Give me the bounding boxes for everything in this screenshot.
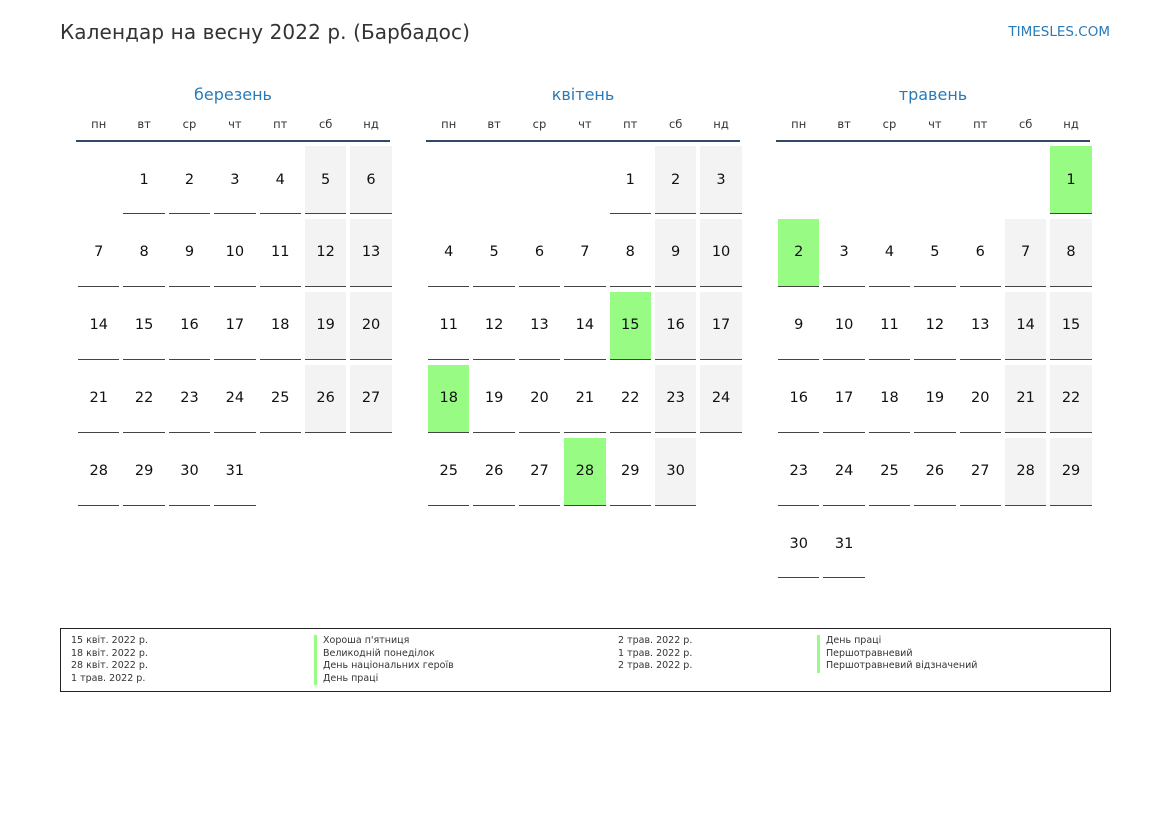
day-cell[interactable]: 16 [655,292,696,360]
day-cell[interactable]: 17 [214,292,255,360]
page-title: Календар на весну 2022 р. (Барбадос) [60,20,470,44]
day-cell[interactable]: 1 [610,146,651,214]
day-cell[interactable]: 29 [123,438,164,506]
holiday-day-cell[interactable]: 2 [778,219,819,287]
holiday-day-cell[interactable]: 28 [564,438,605,506]
day-cell[interactable]: 21 [564,365,605,433]
day-cell[interactable]: 17 [823,365,864,433]
weekday-label: нд [713,117,729,131]
day-cell[interactable]: 20 [960,365,1001,433]
weekday-header [426,116,740,142]
day-cell[interactable]: 20 [519,365,560,433]
day-cell[interactable]: 10 [700,219,741,287]
day-cell[interactable]: 29 [1050,438,1091,506]
day-cell[interactable]: 2 [655,146,696,214]
weekday-label: чт [228,117,242,131]
weekday-label: пт [273,117,288,131]
empty-cell [823,146,864,214]
day-cell[interactable]: 27 [519,438,560,506]
day-cell[interactable]: 24 [214,365,255,433]
day-cell[interactable]: 4 [428,219,469,287]
day-cell[interactable]: 15 [1050,292,1091,360]
day-cell[interactable]: 3 [700,146,741,214]
day-cell[interactable]: 13 [350,219,391,287]
weekday-label: ср [182,117,197,131]
empty-cell [1005,146,1046,214]
legend-date: 1 трав. 2022 р. [618,647,693,659]
empty-cell [78,146,119,214]
day-cell[interactable]: 2 [169,146,210,214]
day-cell[interactable]: 14 [1005,292,1046,360]
day-cell[interactable]: 27 [960,438,1001,506]
day-cell[interactable]: 27 [350,365,391,433]
day-cell[interactable]: 11 [260,219,301,287]
legend-names-right [817,635,977,673]
empty-cell [778,146,819,214]
day-cell[interactable]: 23 [169,365,210,433]
site-link[interactable]: TIMESLES.COM [1008,24,1110,40]
days-grid [76,142,390,510]
day-cell[interactable]: 14 [78,292,119,360]
weekday-label: чт [928,117,942,131]
day-cell[interactable]: 5 [305,146,346,214]
day-cell[interactable]: 7 [78,219,119,287]
weekday-label: пн [791,117,807,131]
month-may [776,84,1090,583]
legend-holiday-name: День праці [817,635,977,648]
weekday-label: пт [623,117,638,131]
day-cell[interactable]: 18 [869,365,910,433]
day-cell[interactable]: 11 [428,292,469,360]
legend-date: 15 квіт. 2022 р. [71,635,148,646]
day-cell[interactable]: 5 [473,219,514,287]
day-cell[interactable]: 6 [519,219,560,287]
legend-names-left [314,635,454,685]
weekday-header [76,116,390,142]
day-cell[interactable]: 21 [1005,365,1046,433]
day-cell[interactable]: 12 [914,292,955,360]
empty-cell [428,146,469,214]
weekday-label: пт [973,117,988,131]
legend-date: 2 трав. 2022 р. [618,635,693,646]
day-cell[interactable]: 5 [914,219,955,287]
month-name: квітень [551,85,615,104]
month-april [426,84,740,510]
weekday-label: сб [1018,117,1033,131]
weekday-label: ср [882,117,897,131]
legend-date: 28 квіт. 2022 р. [71,660,148,671]
day-cell[interactable]: 9 [169,219,210,287]
weekday-label: сб [668,117,683,131]
day-cell[interactable]: 6 [960,219,1001,287]
day-cell[interactable]: 26 [914,438,955,506]
day-cell[interactable]: 19 [914,365,955,433]
days-grid [776,142,1090,583]
day-cell[interactable]: 31 [214,438,255,506]
day-cell[interactable]: 31 [823,510,864,578]
day-cell[interactable]: 23 [778,438,819,506]
day-cell[interactable]: 15 [123,292,164,360]
empty-cell [564,146,605,214]
day-cell[interactable]: 13 [960,292,1001,360]
day-cell[interactable]: 10 [823,292,864,360]
weekday-label: вт [137,117,151,131]
weekday-label: вт [837,117,851,131]
day-cell[interactable]: 22 [610,365,651,433]
day-cell[interactable]: 6 [350,146,391,214]
empty-cell [473,146,514,214]
weekday-label: ср [532,117,547,131]
holiday-day-cell[interactable]: 1 [1050,146,1091,214]
day-cell[interactable]: 22 [1050,365,1091,433]
day-cell[interactable]: 28 [1005,438,1046,506]
day-cell[interactable]: 18 [260,292,301,360]
day-cell[interactable]: 16 [778,365,819,433]
day-cell[interactable]: 4 [869,219,910,287]
weekday-label: пн [441,117,457,131]
day-cell[interactable]: 19 [473,365,514,433]
weekday-header [776,116,1090,142]
weekday-label: чт [578,117,592,131]
day-cell[interactable]: 11 [869,292,910,360]
day-cell[interactable]: 29 [610,438,651,506]
weekday-label: нд [363,117,379,131]
day-cell[interactable]: 24 [823,438,864,506]
day-cell[interactable]: 12 [473,292,514,360]
day-cell[interactable]: 1 [123,146,164,214]
legend-holiday-name: Першотравневий відзначений [817,660,977,673]
days-grid [426,142,740,510]
month-march [76,84,390,510]
day-cell[interactable]: 7 [1005,219,1046,287]
day-cell[interactable]: 26 [473,438,514,506]
legend-holiday-name: Хороша п'ятниця [314,635,454,648]
day-cell[interactable]: 21 [78,365,119,433]
month-name: березень [194,85,272,104]
day-cell[interactable]: 3 [823,219,864,287]
legend-holiday-name: День національних героїв [314,660,454,673]
day-cell[interactable]: 28 [78,438,119,506]
day-cell[interactable]: 9 [655,219,696,287]
day-cell[interactable]: 25 [428,438,469,506]
day-cell[interactable]: 7 [564,219,605,287]
legend-holiday-name: День праці [314,673,454,686]
day-cell[interactable]: 19 [305,292,346,360]
month-name: травень [898,85,968,104]
day-cell[interactable]: 20 [350,292,391,360]
legend-dates-right [618,635,692,673]
day-cell[interactable]: 8 [123,219,164,287]
day-cell[interactable]: 30 [778,510,819,578]
day-cell[interactable]: 22 [123,365,164,433]
day-cell[interactable]: 12 [305,219,346,287]
legend-holiday-name: Першотравневий [817,648,977,661]
holiday-day-cell[interactable]: 18 [428,365,469,433]
day-cell[interactable]: 30 [655,438,696,506]
day-cell[interactable]: 17 [700,292,741,360]
day-cell[interactable]: 25 [869,438,910,506]
legend-dates-left [71,635,148,685]
day-cell[interactable]: 8 [610,219,651,287]
holiday-legend [60,628,1111,692]
holiday-day-cell[interactable]: 15 [610,292,651,360]
empty-cell [914,146,955,214]
day-cell[interactable]: 25 [260,365,301,433]
legend-date: 1 трав. 2022 р. [71,672,146,684]
legend-date: 18 квіт. 2022 р. [71,647,148,659]
weekday-label: вт [487,117,501,131]
day-cell[interactable]: 14 [564,292,605,360]
day-cell[interactable]: 10 [214,219,255,287]
day-cell[interactable]: 23 [655,365,696,433]
day-cell[interactable]: 8 [1050,219,1091,287]
empty-cell [519,146,560,214]
weekday-label: сб [318,117,333,131]
day-cell[interactable]: 4 [260,146,301,214]
weekday-label: пн [91,117,107,131]
empty-cell [869,146,910,214]
day-cell[interactable]: 30 [169,438,210,506]
day-cell[interactable]: 13 [519,292,560,360]
weekday-label: нд [1063,117,1079,131]
empty-cell [960,146,1001,214]
day-cell[interactable]: 26 [305,365,346,433]
day-cell[interactable]: 16 [169,292,210,360]
legend-date: 2 трав. 2022 р. [618,660,693,671]
legend-holiday-name: Великодній понеділок [314,648,454,661]
day-cell[interactable]: 9 [778,292,819,360]
day-cell[interactable]: 3 [214,146,255,214]
day-cell[interactable]: 24 [700,365,741,433]
